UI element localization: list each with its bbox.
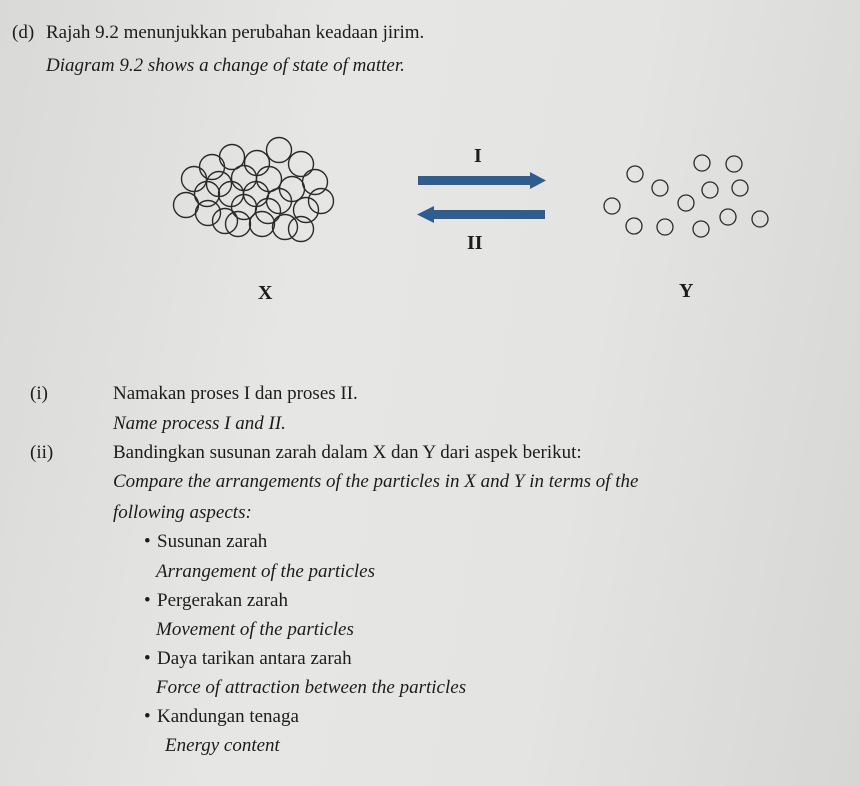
gas-particle (732, 180, 748, 196)
aspect-ms-4: • Kandungan tenaga (157, 707, 299, 726)
part-i-label: (i) (30, 383, 48, 404)
solid-particle (257, 167, 282, 192)
solid-particle (267, 138, 292, 163)
part-i-text-en: Name process I and II. (113, 413, 286, 434)
solid-particle (289, 152, 314, 177)
aspect-ms-3: • Daya tarikan antara zarah (157, 649, 352, 668)
solid-particle (226, 212, 251, 237)
aspect-en-4: Energy content (165, 735, 280, 756)
part-ii-text-ms: Bandingkan susunan zarah dalam X dan Y dari aspek berikut: (113, 442, 582, 463)
part-i-text-ms: Namakan proses I dan proses II. (113, 383, 358, 404)
gas-particle (693, 221, 709, 237)
solid-particle (232, 166, 257, 191)
state-x-label: X (258, 282, 273, 304)
part-ii-label: (ii) (30, 442, 54, 463)
question-text-en: Diagram 9.2 shows a change of state of matter. (46, 55, 405, 76)
forward-arrow (418, 172, 546, 189)
state-y-label: Y (679, 280, 694, 302)
solid-particle (289, 217, 314, 242)
aspect-ms-1: • Susunan zarah (157, 532, 267, 551)
gas-particle (752, 211, 768, 227)
aspect-en-2: Movement of the particles (156, 619, 354, 640)
reverse-arrow-shaft (432, 210, 545, 219)
gas-particle (604, 198, 620, 214)
question-text-ms: Rajah 9.2 menunjukkan perubahan keadaan jirim. (46, 22, 425, 43)
gas-particles-y (604, 155, 768, 237)
gas-particle (726, 156, 742, 172)
process-i-label: I (474, 145, 482, 167)
aspect-ms-2: • Pergerakan zarah (157, 591, 288, 610)
solid-particle (245, 151, 270, 176)
solid-particle (182, 167, 207, 192)
gas-particle (720, 209, 736, 225)
gas-particle (702, 182, 718, 198)
solid-particle (200, 155, 225, 180)
aspect-en-3: Force of attraction between the particles (156, 677, 467, 698)
reverse-arrow (417, 206, 545, 223)
part-ii-text-en-line2: following aspects: (113, 502, 252, 523)
part-ii-text-en-line1: Compare the arrangements of the particles in X and Y in terms of the (113, 471, 639, 492)
aspect-en-1: Arrangement of the particles (156, 561, 375, 582)
forward-arrow-shaft (418, 176, 532, 185)
gas-particle (657, 219, 673, 235)
solid-particles-x (174, 138, 334, 242)
question-label: (d) (12, 22, 35, 43)
solid-particle (174, 193, 199, 218)
gas-particle (652, 180, 668, 196)
gas-particle (694, 155, 710, 171)
gas-particle (627, 166, 643, 182)
reverse-arrow-head (417, 206, 434, 223)
solid-particle (294, 198, 319, 223)
solid-particle (196, 201, 221, 226)
forward-arrow-head (530, 172, 546, 189)
gas-particle (678, 195, 694, 211)
solid-particle (250, 212, 275, 237)
process-ii-label: II (467, 232, 483, 254)
gas-particle (626, 218, 642, 234)
solid-particle (256, 199, 281, 224)
